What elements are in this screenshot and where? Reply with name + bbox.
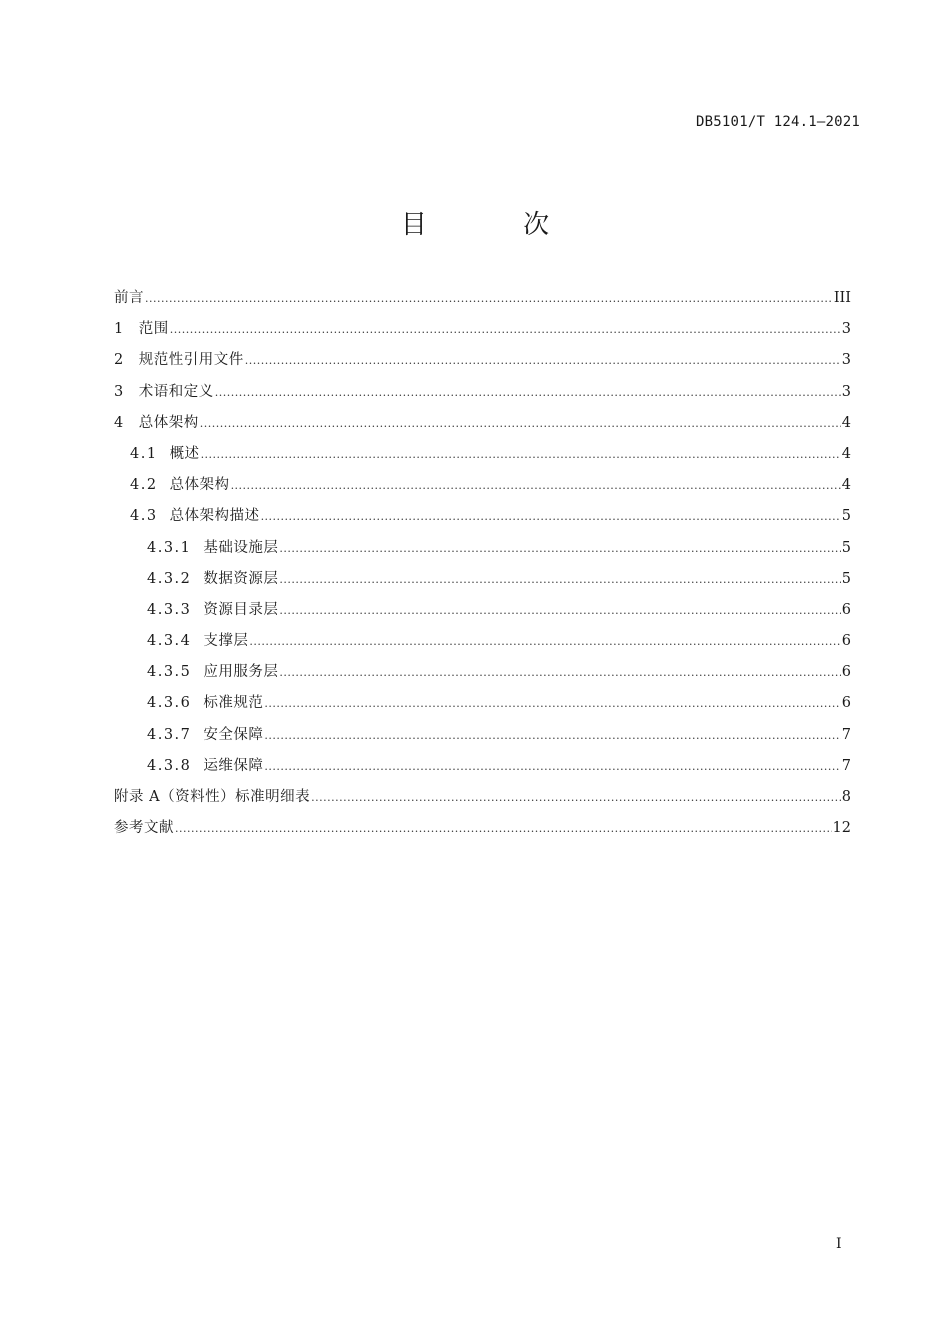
toc-entry-number: 4.3.3 bbox=[147, 601, 192, 618]
toc-leader-dots bbox=[200, 417, 841, 430]
toc-entry[interactable] bbox=[114, 691, 851, 722]
toc-entry-page: 6 bbox=[841, 633, 851, 650]
toc-entry-page: 5 bbox=[841, 508, 851, 525]
toc-entry-label: 概述 bbox=[169, 445, 200, 462]
toc-entry[interactable] bbox=[114, 317, 851, 348]
toc-entry[interactable] bbox=[114, 473, 851, 504]
toc-entry[interactable] bbox=[114, 380, 851, 411]
toc-entry-label: 总体架构 bbox=[138, 414, 199, 431]
toc-entry-page: 4 bbox=[841, 477, 851, 494]
toc-entry-page: 4 bbox=[841, 445, 851, 462]
toc-entry-number: 4.1 bbox=[130, 445, 158, 462]
toc-entry-label: 应用服务层 bbox=[203, 664, 279, 681]
toc-entry-page: 3 bbox=[841, 321, 851, 338]
toc-entry-label: 支撑层 bbox=[203, 633, 249, 650]
toc-entry[interactable] bbox=[114, 348, 851, 379]
toc-leader-dots bbox=[245, 354, 841, 367]
toc-entry-page: 4 bbox=[841, 414, 851, 431]
page-title: 目 次 bbox=[400, 210, 594, 240]
toc-leader-dots bbox=[279, 666, 840, 679]
toc-leader-dots bbox=[264, 697, 840, 710]
toc-entry-number: 4.3.6 bbox=[147, 695, 192, 712]
toc-leader-dots bbox=[201, 448, 841, 461]
toc-entry-label: 资源目录层 bbox=[203, 601, 279, 618]
toc-entry-label: 前言 bbox=[114, 290, 144, 306]
toc-entry[interactable] bbox=[114, 536, 851, 567]
toc-entry-number: 4.3 bbox=[130, 508, 158, 525]
toc-entry-label: 规范性引用文件 bbox=[138, 352, 244, 369]
toc-leader-dots bbox=[279, 604, 840, 617]
toc-entry[interactable] bbox=[114, 598, 851, 629]
toc-entry-page: 6 bbox=[841, 664, 851, 681]
document-id: DB5101/T 124.1—2021 bbox=[696, 114, 860, 130]
toc-entry-number: 4.3.4 bbox=[147, 633, 192, 650]
toc-leader-dots bbox=[175, 822, 832, 835]
toc-entry-label: 附录 A（资料性）标准明细表 bbox=[114, 789, 311, 805]
toc-entry-label: 参考文献 bbox=[114, 820, 174, 837]
toc-leader-dots bbox=[215, 386, 841, 399]
toc-entry[interactable] bbox=[114, 816, 851, 847]
toc-entry-label: 总体架构描述 bbox=[169, 508, 260, 525]
toc-leader-dots bbox=[311, 791, 841, 804]
toc-entry-number: 2 bbox=[114, 352, 125, 369]
toc-entry[interactable] bbox=[114, 754, 851, 785]
toc-entry-label: 基础设施层 bbox=[203, 539, 279, 556]
toc-entry[interactable] bbox=[114, 504, 851, 535]
toc-entry[interactable] bbox=[114, 785, 851, 816]
toc-entry-page: III bbox=[833, 290, 851, 306]
toc-entry-number: 4.3.5 bbox=[147, 664, 192, 681]
toc-entry-label: 范围 bbox=[138, 321, 169, 338]
toc-leader-dots bbox=[279, 542, 840, 555]
toc-entry-label: 数据资源层 bbox=[203, 570, 279, 587]
toc-leader-dots bbox=[261, 510, 841, 523]
toc-entry-page: 5 bbox=[841, 539, 851, 556]
toc-leader-dots bbox=[264, 760, 840, 773]
toc-entry[interactable] bbox=[114, 442, 851, 473]
toc-entry[interactable] bbox=[114, 723, 851, 754]
toc-entry-number: 3 bbox=[114, 383, 125, 400]
toc-entry-number: 1 bbox=[114, 321, 125, 338]
toc-entry[interactable] bbox=[114, 286, 851, 317]
toc-entry-page: 5 bbox=[841, 570, 851, 587]
toc-entry-label: 术语和定义 bbox=[138, 383, 214, 400]
toc-leader-dots bbox=[170, 323, 841, 336]
table-of-contents bbox=[114, 286, 851, 847]
toc-entry-page: 7 bbox=[841, 726, 851, 743]
toc-entry-page: 7 bbox=[841, 757, 851, 774]
toc-leader-dots bbox=[279, 573, 840, 586]
toc-entry[interactable] bbox=[114, 567, 851, 598]
toc-entry-label: 总体架构 bbox=[169, 477, 230, 494]
toc-entry-label: 标准规范 bbox=[203, 695, 264, 712]
toc-entry[interactable] bbox=[114, 629, 851, 660]
toc-leader-dots bbox=[231, 479, 841, 492]
toc-entry-page: 3 bbox=[841, 383, 851, 400]
toc-entry-page: 6 bbox=[841, 601, 851, 618]
toc-entry-page: 3 bbox=[841, 352, 851, 369]
toc-leader-dots bbox=[264, 729, 840, 742]
toc-entry-page: 6 bbox=[841, 695, 851, 712]
toc-leader-dots bbox=[145, 292, 833, 305]
toc-entry-page: 8 bbox=[841, 789, 851, 805]
toc-entry-number: 4 bbox=[114, 414, 125, 431]
toc-entry[interactable] bbox=[114, 411, 851, 442]
toc-leader-dots bbox=[249, 635, 840, 648]
toc-entry-page: 12 bbox=[832, 820, 851, 837]
toc-entry[interactable] bbox=[114, 660, 851, 691]
toc-entry-label: 安全保障 bbox=[203, 726, 264, 743]
toc-entry-label: 运维保障 bbox=[203, 757, 264, 774]
toc-entry-number: 4.3.8 bbox=[147, 757, 192, 774]
toc-entry-number: 4.2 bbox=[130, 477, 158, 494]
toc-entry-number: 4.3.1 bbox=[147, 539, 192, 556]
toc-entry-number: 4.3.2 bbox=[147, 570, 192, 587]
toc-entry-number: 4.3.7 bbox=[147, 726, 192, 743]
page-number: I bbox=[836, 1236, 842, 1252]
